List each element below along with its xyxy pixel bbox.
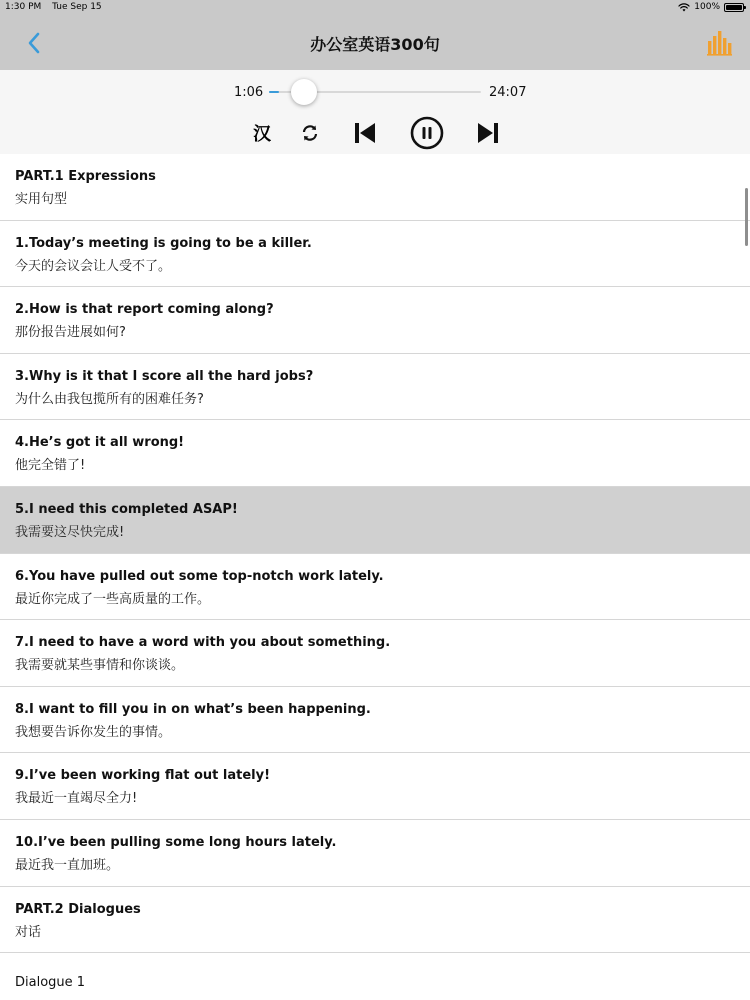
english-text: 4.He’s got it all wrong!: [15, 435, 185, 451]
status-right: [678, 2, 744, 12]
chinese-text: 那份报告进展如何?: [15, 325, 126, 341]
list-item[interactable]: [0, 820, 750, 887]
list-item[interactable]: [0, 620, 750, 687]
english-text: PART.2 Dialogues: [15, 901, 141, 917]
progress-thumb[interactable]: [291, 79, 317, 105]
list-item[interactable]: [0, 753, 750, 820]
list-item[interactable]: [0, 354, 750, 421]
status-date: Tue Sep 15: [52, 2, 102, 12]
chinese-text: 我需要就某些事情和你谈谈。: [15, 658, 185, 674]
nav-bar: [0, 16, 750, 70]
bar-chart-icon: [706, 30, 732, 56]
chinese-text: 我最近一直竭尽全力!: [15, 791, 138, 807]
chinese-text: 他完全错了!: [15, 458, 86, 474]
skip-previous-icon: [353, 122, 377, 144]
chinese-text: 为什么由我包揽所有的困难任务?: [15, 391, 204, 407]
list-item[interactable]: [0, 221, 750, 288]
chinese-text: 我想要告诉你发生的事情。: [15, 724, 172, 740]
chinese-text: 今天的会议会让人受不了。: [15, 258, 172, 274]
list-item[interactable]: [0, 953, 750, 1000]
english-text: 8.I want to fill you in on what’s been happening.: [15, 701, 371, 717]
list-item[interactable]: [0, 287, 750, 354]
status-time: 1:30 PM: [5, 2, 42, 12]
wifi-icon: [678, 3, 690, 12]
english-text: 6.You have pulled out some top-notch work lately.: [15, 568, 384, 584]
language-toggle-button[interactable]: 汉: [253, 124, 271, 145]
battery-percent: 100%: [694, 2, 720, 12]
english-text: Dialogue 1: [15, 975, 86, 991]
elapsed-time: 1:06: [234, 85, 264, 100]
english-text: 9.I’ve been working flat out lately!: [15, 768, 271, 784]
english-text: 7.I need to have a word with you about something.: [15, 635, 391, 651]
page-title: 办公室英语300句: [310, 35, 440, 54]
scrollbar[interactable]: [745, 188, 748, 246]
list-item[interactable]: [0, 887, 750, 954]
repeat-icon: [300, 123, 320, 143]
pause-icon: [410, 116, 444, 150]
total-time: 24:07: [489, 85, 527, 100]
list-item[interactable]: [0, 687, 750, 754]
battery-icon: [724, 3, 744, 12]
pause-button[interactable]: [409, 115, 445, 151]
chinese-text: 最近我一直加班。: [15, 857, 120, 873]
list-item[interactable]: [0, 487, 750, 554]
chinese-text: 实用句型: [15, 192, 68, 207]
audio-player: [0, 70, 750, 154]
list-item[interactable]: [0, 420, 750, 487]
english-text: 5.I need this completed ASAP!: [15, 501, 238, 517]
status-left: [5, 2, 110, 12]
progress-fill: [269, 91, 279, 93]
status-bar: [0, 0, 750, 16]
chevron-left-icon: [22, 28, 50, 58]
chinese-text: 对话: [15, 924, 42, 940]
english-text: 10.I’ve been pulling some long hours lately.: [15, 834, 337, 850]
english-text: PART.1 Expressions: [15, 169, 156, 184]
list-item[interactable]: [0, 154, 750, 221]
english-text: 2.How is that report coming along?: [15, 302, 274, 318]
sentence-list[interactable]: [0, 154, 750, 1000]
previous-button[interactable]: [350, 119, 380, 147]
english-text: 3.Why is it that I score all the hard jobs?: [15, 368, 314, 384]
stats-button[interactable]: [706, 30, 732, 56]
list-item[interactable]: [0, 554, 750, 621]
back-button[interactable]: [22, 28, 50, 58]
repeat-button[interactable]: [295, 119, 325, 147]
chinese-text: 最近你完成了一些高质量的工作。: [15, 591, 211, 607]
english-text: 1.Today’s meeting is going to be a killer.: [15, 235, 312, 251]
chinese-text: 我需要这尽快完成!: [15, 524, 125, 540]
next-button[interactable]: [473, 119, 503, 147]
skip-next-icon: [476, 122, 500, 144]
